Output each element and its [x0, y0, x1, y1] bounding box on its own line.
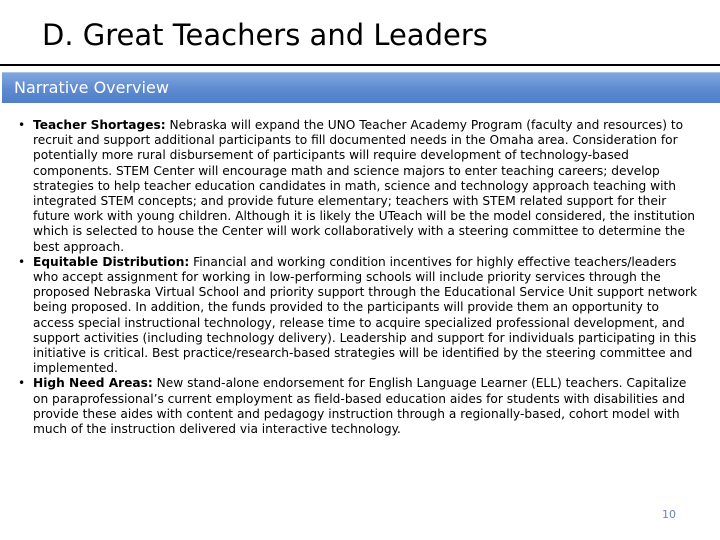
bullet-high-need-areas — [18, 376, 700, 437]
bullet-label: Equitable Distribution: — [33, 254, 190, 269]
bullet-equitable-distribution — [18, 255, 700, 377]
bullet-list — [18, 118, 700, 437]
bullet-teacher-shortages — [18, 118, 700, 255]
bullet-icon: • — [18, 118, 26, 132]
banner-title: Narrative Overview — [14, 78, 169, 97]
title-divider — [0, 64, 720, 66]
bullet-label: Teacher Shortages: — [33, 118, 166, 132]
page-number: 10 — [662, 508, 676, 521]
bullet-icon: • — [18, 254, 26, 269]
bullet-text: Nebraska will expand the UNO Teacher Academy Program (faculty and resources) to recruit and support additional participants to fill documented needs in the Omaha area. Consideration for potentially more rural disbursement of participants will require development of technology-based components. STEM Center will encourage math and science majors to enter teaching careers; develop strategies to help teacher education candidates in math, science and technology approach teaching with integrated STEM concepts; and provide future elementary; teachers with STEM related support for their future work with young children. Although it is likely the UTeach will be the model considered, the institution which is selected to house the Center will work collaboratively with a steering committee to determine the best approach. — [33, 118, 696, 254]
slide-title: D. Great Teachers and Leaders — [42, 18, 488, 52]
bullet-text: New stand-alone endorsement for English Language Learner (ELL) teachers. Capitalize on paraprofessional’s current employment as field-based education aides for students with disabilities and provide these aides with content and pedagogy instruction through a regionally-based, cohort model with much of the instruction delivered via interactive technology. — [33, 376, 687, 437]
bullet-icon: • — [18, 376, 26, 391]
bullet-text: Financial and working condition incentives for highly effective teachers/leaders who accept assignment for working in low-performing schools will include priority services through the proposed Nebraska Virtual School and priority support through the Educational Service Unit support network being proposed. In addition, the funds provided to the participants will provide them an opportunity to access special instructional technology, release time to acquire specialized professional development, and support activities (including technology delivery). Leadership and support for individuals participating in this initiative is critical. Best practice/research-based strategies will be identified by the steering committee and implemented. — [33, 254, 698, 376]
section-banner — [2, 72, 720, 103]
bullet-label: High Need Areas: — [33, 376, 153, 391]
